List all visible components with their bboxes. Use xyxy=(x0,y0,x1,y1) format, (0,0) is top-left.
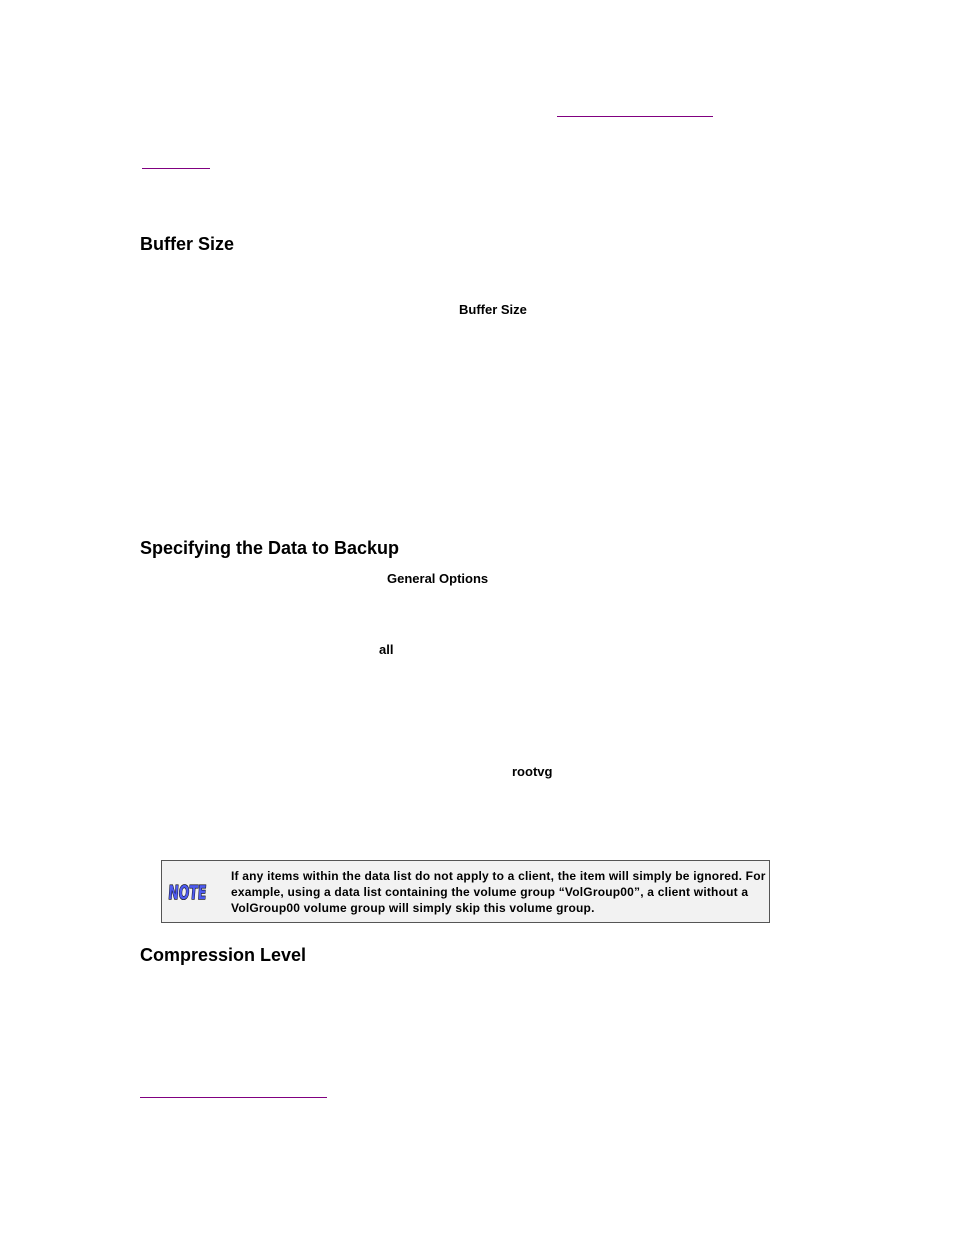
note-text: If any items within the data list do not apply to a client, the item will simply be ignored. For example, using a data list containing the volume group “VolGroup00”, a client without a VolGroup00 volume group will simply skip this volume group. xyxy=(231,869,766,915)
term-all: all xyxy=(379,642,394,657)
hyperlink-underline-3[interactable] xyxy=(140,1097,327,1098)
hyperlink-underline-2[interactable] xyxy=(142,168,210,169)
heading-specifying-data: Specifying the Data to Backup xyxy=(140,538,400,558)
heading-buffer-size: Buffer Size xyxy=(140,234,235,254)
heading-compression-level: Compression Level xyxy=(140,945,307,965)
hyperlink-underline-1[interactable] xyxy=(557,116,713,117)
term-buffer-size: Buffer Size xyxy=(459,302,527,317)
term-rootvg: rootvg xyxy=(512,764,553,779)
note-icon-label: NOTE xyxy=(167,882,227,904)
note-icon xyxy=(167,868,227,904)
term-general-options: General Options xyxy=(387,571,489,586)
note-box xyxy=(161,860,770,923)
